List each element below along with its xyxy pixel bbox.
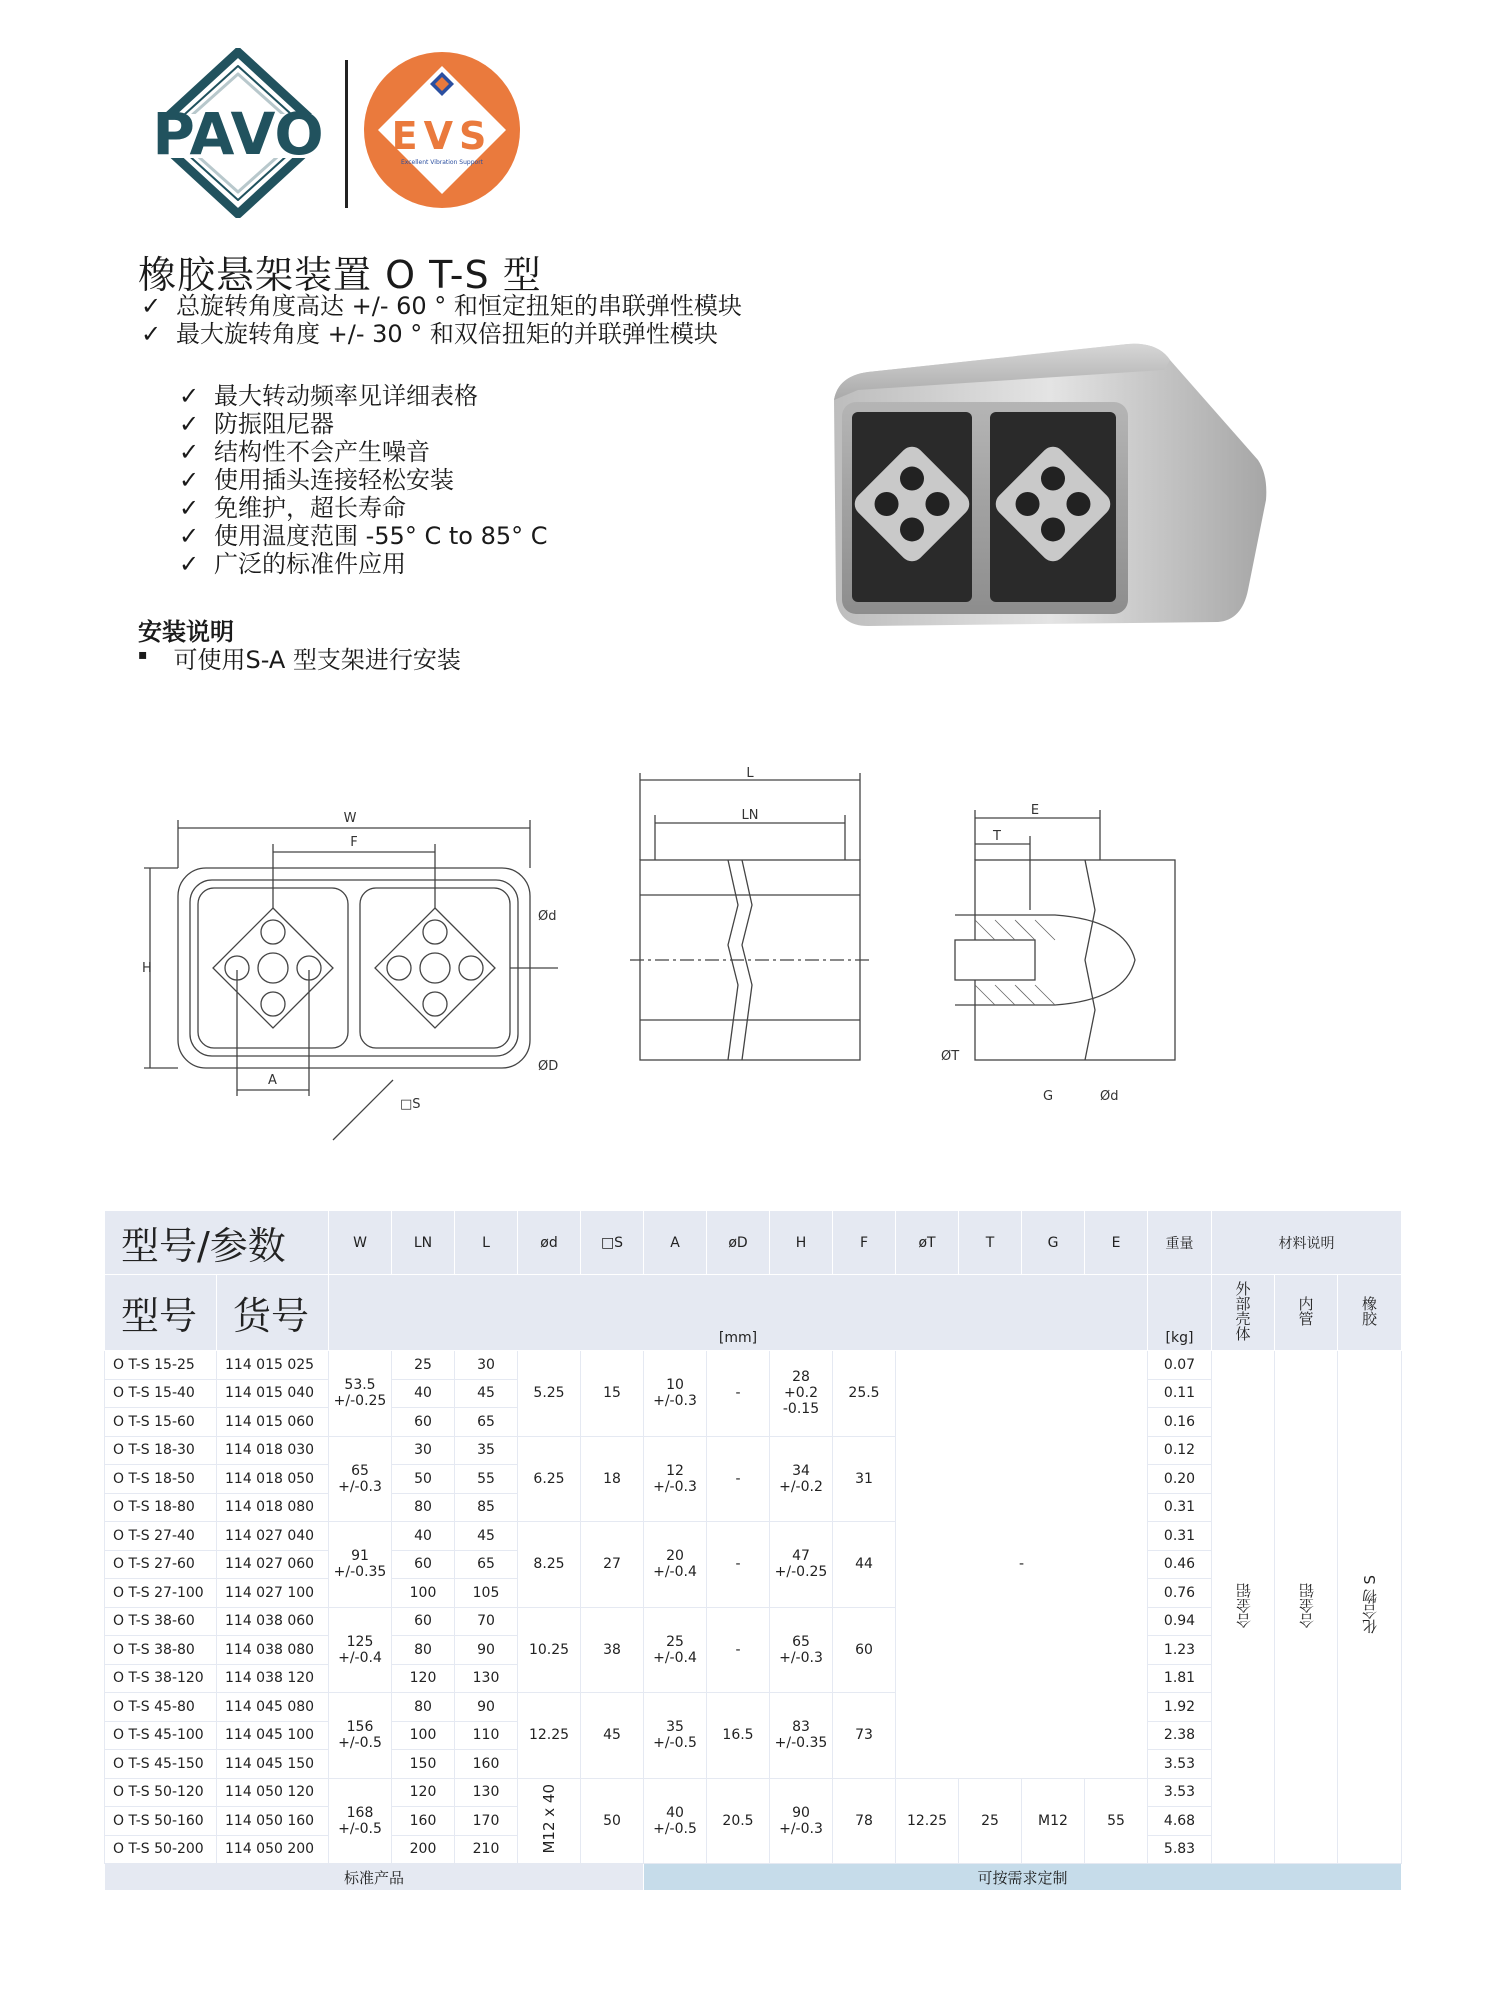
- ln-cell: 120: [392, 1664, 455, 1693]
- s-cell: 15: [581, 1351, 644, 1437]
- col-header: □S: [581, 1211, 644, 1275]
- kg-cell: 0.07: [1148, 1351, 1212, 1380]
- article-header: 货号: [217, 1275, 329, 1351]
- article-cell: 114 015 040: [217, 1379, 329, 1408]
- article-cell: 114 018 050: [217, 1465, 329, 1494]
- l-cell: 210: [455, 1835, 518, 1864]
- material-cell: [1338, 1351, 1402, 1864]
- kg-cell: 0.46: [1148, 1550, 1212, 1579]
- footer-standard: 标准产品: [105, 1864, 644, 1891]
- kg-cell: 0.11: [1148, 1379, 1212, 1408]
- table-row: [105, 1778, 1402, 1807]
- ln-cell: 50: [392, 1465, 455, 1494]
- feature-top-1: ✓ 总旋转角度高达 +/- 60 ° 和恒定扭矩的串联弹性模块: [140, 292, 742, 320]
- check-icon: ✓: [178, 410, 200, 438]
- svg-text:□S: □S: [400, 1097, 421, 1112]
- article-cell: 114 027 040: [217, 1522, 329, 1551]
- model-cell: O T-S 45-150: [105, 1750, 217, 1779]
- svg-text:EVS: EVS: [391, 114, 493, 158]
- l-cell: 45: [455, 1522, 518, 1551]
- a-cell: 20 +/-0.4: [644, 1522, 707, 1608]
- ln-cell: 160: [392, 1807, 455, 1836]
- kg-cell: 0.94: [1148, 1607, 1212, 1636]
- article-cell: 114 015 025: [217, 1351, 329, 1380]
- article-cell: 114 038 080: [217, 1636, 329, 1665]
- w-cell: 91 +/-0.35: [329, 1522, 392, 1608]
- drawing-side-view: [630, 765, 870, 1075]
- dd-cell: -: [707, 1522, 770, 1608]
- check-icon: ✓: [178, 382, 200, 410]
- s-cell: 50: [581, 1778, 644, 1864]
- model-cell: O T-S 38-120: [105, 1664, 217, 1693]
- article-cell: 114 015 060: [217, 1408, 329, 1437]
- model-cell: O T-S 45-80: [105, 1693, 217, 1722]
- feature-2: ✓ 防振阻尼器: [178, 410, 334, 438]
- article-cell: 114 045 150: [217, 1750, 329, 1779]
- svg-text:LN: LN: [741, 808, 759, 823]
- ln-cell: 150: [392, 1750, 455, 1779]
- svg-text:L: L: [746, 766, 754, 781]
- feature-5: ✓ 免维护，超长寿命: [178, 494, 406, 522]
- model-cell: O T-S 50-160: [105, 1807, 217, 1836]
- ln-cell: 100: [392, 1721, 455, 1750]
- check-icon: ✓: [140, 292, 162, 320]
- l-cell: 130: [455, 1664, 518, 1693]
- kg-cell: 4.68: [1148, 1807, 1212, 1836]
- model-cell: O T-S 38-60: [105, 1607, 217, 1636]
- a-cell: 40 +/-0.5: [644, 1778, 707, 1864]
- s-cell: 27: [581, 1522, 644, 1608]
- kg-cell: 3.53: [1148, 1778, 1212, 1807]
- install-item: ▪ 可使用S-A 型支架进行安装: [138, 640, 461, 675]
- l-cell: 30: [455, 1351, 518, 1380]
- l-cell: 160: [455, 1750, 518, 1779]
- feature-4: ✓ 使用插头连接轻松安装: [178, 466, 454, 494]
- model-cell: O T-S 15-40: [105, 1379, 217, 1408]
- l-cell: 105: [455, 1579, 518, 1608]
- col-header: E: [1085, 1211, 1148, 1275]
- s-cell: 38: [581, 1607, 644, 1693]
- dd-cell: 20.5: [707, 1778, 770, 1864]
- col-header: øD: [707, 1211, 770, 1275]
- svg-text:PAVO: PAVO: [152, 100, 324, 168]
- svg-text:A: A: [268, 1073, 277, 1088]
- col-header: G: [1022, 1211, 1085, 1275]
- h-cell: 83 +/-0.35: [770, 1693, 833, 1779]
- a-cell: 12 +/-0.3: [644, 1436, 707, 1522]
- material-cell: [1212, 1351, 1275, 1864]
- article-cell: 114 027 100: [217, 1579, 329, 1608]
- f-cell: 31: [833, 1436, 896, 1522]
- feature-7: ✓ 广泛的标准件应用: [178, 550, 406, 578]
- h-cell: 47 +/-0.25: [770, 1522, 833, 1608]
- kg-cell: 0.12: [1148, 1436, 1212, 1465]
- footer-custom: 可按需求定制: [644, 1864, 1402, 1891]
- feature-top-2: ✓ 最大旋转角度 +/- 30 ° 和双倍扭矩的并联弹性模块: [140, 320, 718, 348]
- l-cell: 65: [455, 1550, 518, 1579]
- material-cell: [1275, 1351, 1338, 1864]
- drawing-section-view: [935, 800, 1195, 1120]
- svg-text:W: W: [343, 811, 357, 826]
- l-cell: 55: [455, 1465, 518, 1494]
- svg-text:T: T: [993, 829, 1001, 844]
- t-cell: 25: [959, 1778, 1022, 1864]
- d-cell: [518, 1778, 581, 1864]
- ln-cell: 60: [392, 1607, 455, 1636]
- kg-cell: 0.16: [1148, 1408, 1212, 1437]
- l-cell: 65: [455, 1408, 518, 1437]
- check-icon: ✓: [178, 438, 200, 466]
- d-value: M12 x 40: [540, 1783, 558, 1854]
- material-sub: 内管: [1275, 1275, 1338, 1351]
- kg-cell: 3.53: [1148, 1750, 1212, 1779]
- h-cell: 90 +/-0.3: [770, 1778, 833, 1864]
- svg-text:H: H: [142, 961, 152, 976]
- svg-text:ØD: ØD: [538, 1059, 559, 1074]
- model-cell: O T-S 18-80: [105, 1493, 217, 1522]
- d-cell: 10.25: [518, 1607, 581, 1693]
- feature-3: ✓ 结构性不会产生噪音: [178, 438, 430, 466]
- col-header: ød: [518, 1211, 581, 1275]
- model-cell: O T-S 27-100: [105, 1579, 217, 1608]
- article-cell: 114 027 060: [217, 1550, 329, 1579]
- s-cell: 45: [581, 1693, 644, 1779]
- svg-text:Excellent Vibration Support: Excellent Vibration Support: [400, 159, 484, 166]
- svg-text:Ød: Ød: [1100, 1089, 1119, 1104]
- w-cell: 156 +/-0.5: [329, 1693, 392, 1779]
- l-cell: 45: [455, 1379, 518, 1408]
- a-cell: 35 +/-0.5: [644, 1693, 707, 1779]
- f-cell: 78: [833, 1778, 896, 1864]
- ot-cell: 12.25: [896, 1778, 959, 1864]
- l-cell: 170: [455, 1807, 518, 1836]
- col-header: T: [959, 1211, 1022, 1275]
- col-header: W: [329, 1211, 392, 1275]
- material-header: 材料说明: [1212, 1211, 1402, 1275]
- ln-cell: 25: [392, 1351, 455, 1380]
- kg-cell: 0.76: [1148, 1579, 1212, 1608]
- feature-6: ✓ 使用温度范围 -55° C to 85° C: [178, 522, 548, 550]
- l-cell: 35: [455, 1436, 518, 1465]
- col-header: øT: [896, 1211, 959, 1275]
- article-cell: 114 038 120: [217, 1664, 329, 1693]
- f-cell: 25.5: [833, 1351, 896, 1437]
- d-cell: 5.25: [518, 1351, 581, 1437]
- evs-logo: [362, 50, 522, 210]
- article-cell: 114 045 100: [217, 1721, 329, 1750]
- kg-cell: 1.81: [1148, 1664, 1212, 1693]
- kg-cell: 0.31: [1148, 1493, 1212, 1522]
- model-cell: O T-S 27-60: [105, 1550, 217, 1579]
- ln-cell: 100: [392, 1579, 455, 1608]
- article-cell: 114 018 080: [217, 1493, 329, 1522]
- check-icon: ✓: [178, 550, 200, 578]
- dash-cell: -: [896, 1351, 1148, 1779]
- check-icon: ✓: [178, 494, 200, 522]
- svg-text:Ød: Ød: [538, 909, 557, 924]
- product-photo: [828, 340, 1268, 630]
- f-cell: 73: [833, 1693, 896, 1779]
- l-cell: 130: [455, 1778, 518, 1807]
- model-cell: O T-S 50-120: [105, 1778, 217, 1807]
- kg-cell: 1.23: [1148, 1636, 1212, 1665]
- check-icon: ✓: [178, 522, 200, 550]
- col-header: L: [455, 1211, 518, 1275]
- model-cell: O T-S 27-40: [105, 1522, 217, 1551]
- spec-table: [104, 1210, 1402, 1891]
- svg-text:ØT: ØT: [941, 1049, 960, 1064]
- table-title: 型号/参数: [105, 1211, 329, 1275]
- h-cell: 34 +/-0.2: [770, 1436, 833, 1522]
- table-row: [105, 1693, 1402, 1722]
- article-cell: 114 045 080: [217, 1693, 329, 1722]
- drawing-front-view: [138, 800, 568, 1160]
- ln-cell: 60: [392, 1550, 455, 1579]
- w-cell: 53.5 +/-0.25: [329, 1351, 392, 1437]
- model-cell: O T-S 45-100: [105, 1721, 217, 1750]
- w-cell: 168 +/-0.5: [329, 1778, 392, 1864]
- material-value: 合金铝: [1297, 1582, 1316, 1628]
- w-cell: 65 +/-0.3: [329, 1436, 392, 1522]
- material-sub: 外部壳体: [1212, 1275, 1275, 1351]
- col-header: A: [644, 1211, 707, 1275]
- w-cell: 125 +/-0.4: [329, 1607, 392, 1693]
- article-cell: 114 018 030: [217, 1436, 329, 1465]
- ln-cell: 40: [392, 1522, 455, 1551]
- table-row: [105, 1436, 1402, 1465]
- material-sub: 橡胶: [1338, 1275, 1402, 1351]
- model-cell: O T-S 38-80: [105, 1636, 217, 1665]
- ln-cell: 60: [392, 1408, 455, 1437]
- dd-cell: -: [707, 1436, 770, 1522]
- model-cell: O T-S 15-25: [105, 1351, 217, 1380]
- f-cell: 44: [833, 1522, 896, 1608]
- model-cell: O T-S 18-50: [105, 1465, 217, 1494]
- d-cell: 12.25: [518, 1693, 581, 1779]
- kg-cell: 1.92: [1148, 1693, 1212, 1722]
- model-cell: O T-S 50-200: [105, 1835, 217, 1864]
- logo-divider: [345, 60, 348, 208]
- s-cell: 18: [581, 1436, 644, 1522]
- table-row: [105, 1351, 1402, 1380]
- dd-cell: 16.5: [707, 1693, 770, 1779]
- a-cell: 10 +/-0.3: [644, 1351, 707, 1437]
- install-heading: 安装说明: [138, 618, 234, 646]
- l-cell: 110: [455, 1721, 518, 1750]
- model-header: 型号: [105, 1275, 217, 1351]
- ln-cell: 40: [392, 1379, 455, 1408]
- a-cell: 25 +/-0.4: [644, 1607, 707, 1693]
- ln-cell: 200: [392, 1835, 455, 1864]
- check-icon: ✓: [140, 320, 162, 348]
- dd-cell: -: [707, 1607, 770, 1693]
- material-value: 合金铝: [1234, 1582, 1253, 1628]
- svg-text:E: E: [1030, 803, 1040, 818]
- unit-mm: [mm]: [329, 1275, 1148, 1351]
- h-cell: 28 +0.2 -0.15: [770, 1351, 833, 1437]
- check-icon: ✓: [178, 466, 200, 494]
- f-cell: 60: [833, 1607, 896, 1693]
- d-cell: 8.25: [518, 1522, 581, 1608]
- model-cell: O T-S 18-30: [105, 1436, 217, 1465]
- kg-cell: 0.20: [1148, 1465, 1212, 1494]
- model-cell: O T-S 15-60: [105, 1408, 217, 1437]
- spec-body: [105, 1351, 1402, 1864]
- ln-cell: 120: [392, 1778, 455, 1807]
- article-cell: 114 038 060: [217, 1607, 329, 1636]
- col-header: 重量: [1148, 1211, 1212, 1275]
- table-row: [105, 1522, 1402, 1551]
- table-row: [105, 1607, 1402, 1636]
- svg-text:G: G: [1043, 1089, 1054, 1104]
- l-cell: 85: [455, 1493, 518, 1522]
- h-cell: 65 +/-0.3: [770, 1607, 833, 1693]
- e-cell: 55: [1085, 1778, 1148, 1864]
- bullet-icon: ▪: [138, 647, 148, 663]
- pavo-logo: [138, 48, 338, 218]
- unit-kg: [kg]: [1148, 1275, 1212, 1351]
- kg-cell: 2.38: [1148, 1721, 1212, 1750]
- dd-cell: -: [707, 1351, 770, 1437]
- ln-cell: 80: [392, 1693, 455, 1722]
- svg-text:F: F: [350, 835, 358, 850]
- ln-cell: 80: [392, 1636, 455, 1665]
- l-cell: 90: [455, 1636, 518, 1665]
- l-cell: 70: [455, 1607, 518, 1636]
- page-title: 橡胶悬架装置 O T-S 型: [138, 253, 542, 297]
- col-header: LN: [392, 1211, 455, 1275]
- l-cell: 90: [455, 1693, 518, 1722]
- article-cell: 114 050 120: [217, 1778, 329, 1807]
- col-header: F: [833, 1211, 896, 1275]
- article-cell: 114 050 200: [217, 1835, 329, 1864]
- kg-cell: 5.83: [1148, 1835, 1212, 1864]
- feature-1: ✓ 最大转动频率见详细表格: [178, 382, 478, 410]
- col-header: H: [770, 1211, 833, 1275]
- ln-cell: 30: [392, 1436, 455, 1465]
- d-cell: 6.25: [518, 1436, 581, 1522]
- ln-cell: 80: [392, 1493, 455, 1522]
- material-value: 化合物 S: [1361, 1575, 1379, 1635]
- article-cell: 114 050 160: [217, 1807, 329, 1836]
- kg-cell: 0.31: [1148, 1522, 1212, 1551]
- g-cell: M12: [1022, 1778, 1085, 1864]
